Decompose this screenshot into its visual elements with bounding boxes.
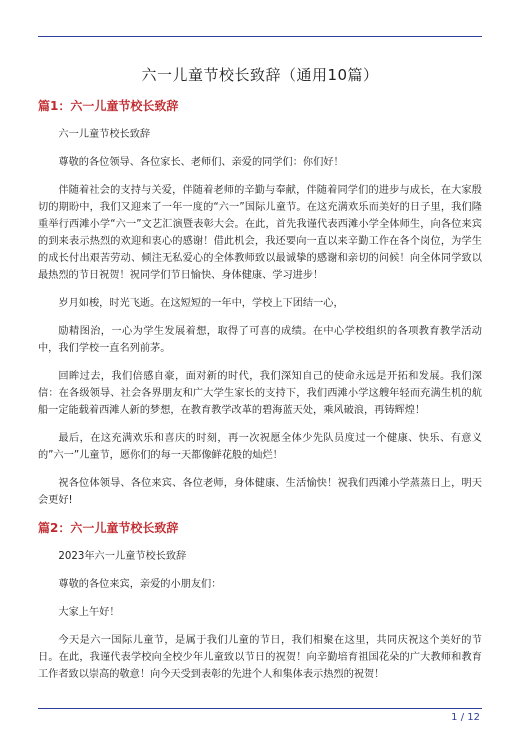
document-body	[38, 98, 482, 694]
footer-rule	[38, 708, 482, 709]
paragraph: 岁月如梭，时光飞逝。在这短短的一年中，学校上下团结一心，	[58, 298, 344, 309]
paragraph: 今天是六一国际儿童节，是属于我们儿童的节日，我们相聚在这里，共同庆祝这个美好的节日。在此，我谨代表学校向全校少年儿童致以节日的祝贺！向辛勤培育祖国花朵的广大教师和教育工作者致以崇高的敬意！向今天受到表彰的先进个人和集体表示热烈的祝贺！	[38, 635, 482, 680]
paragraph: 尊敬的各位领导、各位家长、老师们、亲爱的同学们：你们好！	[58, 157, 344, 168]
paragraph: 六一儿童节校长致辞	[58, 129, 151, 140]
paragraph: 2023年六一儿童节校长致辞	[58, 551, 187, 562]
section-heading: 篇1：六一儿童节校长致辞	[38, 99, 179, 113]
page-number: 1 / 12	[451, 712, 480, 723]
document-title: 六一儿童节校长致辞（通用10篇）	[141, 66, 379, 84]
paragraph: 伴随着社会的支持与关爱，伴随着老师的辛勤与奉献，伴随着同学们的进步与成长，在大家殷切的期盼中，我们又迎来了一年一度的“六一”国际儿童节。在这充满欢乐而美好的日子里，我们隆重举行西滩小学“六一”文艺汇演暨表彰大会。在此，首先我谨代表西滩小学全体师生，向各位来宾的到来表示热烈的欢迎和衷心的感谢！借此机会，我还要向一直以来辛勤工作在各个岗位，为学生的成长付出艰苦劳动、倾注无私爱心的全体教师致以最诚挚的感谢和亲切的问候！向全体同学致以最热烈的节日祝贺！祝同学们节日愉快、身体健康、学习进步！	[38, 185, 482, 281]
paragraph: 回眸过去，我们倍感自豪，面对新的时代，我们深知自己的使命永远是开拓和发展。我们深信：在各级领导、社会各界朋友和广大学生家长的支持下，我们西滩小学这艘年轻而充满生机的航船一定能载着西滩人新的梦想，在教育教学改革的碧海蓝天处，乘风破浪，再铸辉煌！	[38, 371, 482, 416]
section-heading: 篇2：六一儿童节校长致辞	[38, 521, 179, 535]
paragraph: 励精图治，一心为学生发展着想，取得了可喜的成绩。在中心学校组织的各项教育教学活动中，我们学校一直名列前茅。	[38, 326, 482, 354]
paragraph: 最后，在这充满欢乐和喜庆的时刻，再一次祝愿全体少先队员度过一个健康、快乐、有意义的”六一”儿童节，愿你们的每一天都像鲜花般的灿烂！	[38, 433, 482, 461]
paragraph: 尊敬的各位来宾，亲爱的小朋友们：	[58, 579, 222, 590]
paragraph: 大家上午好！	[58, 607, 120, 618]
header-rule	[38, 36, 482, 37]
paragraph: 祝各位体领导、各位来宾、各位老师，身体健康、生活愉快！祝我们西滩小学蒸蒸日上，明天会更好!	[38, 478, 482, 506]
